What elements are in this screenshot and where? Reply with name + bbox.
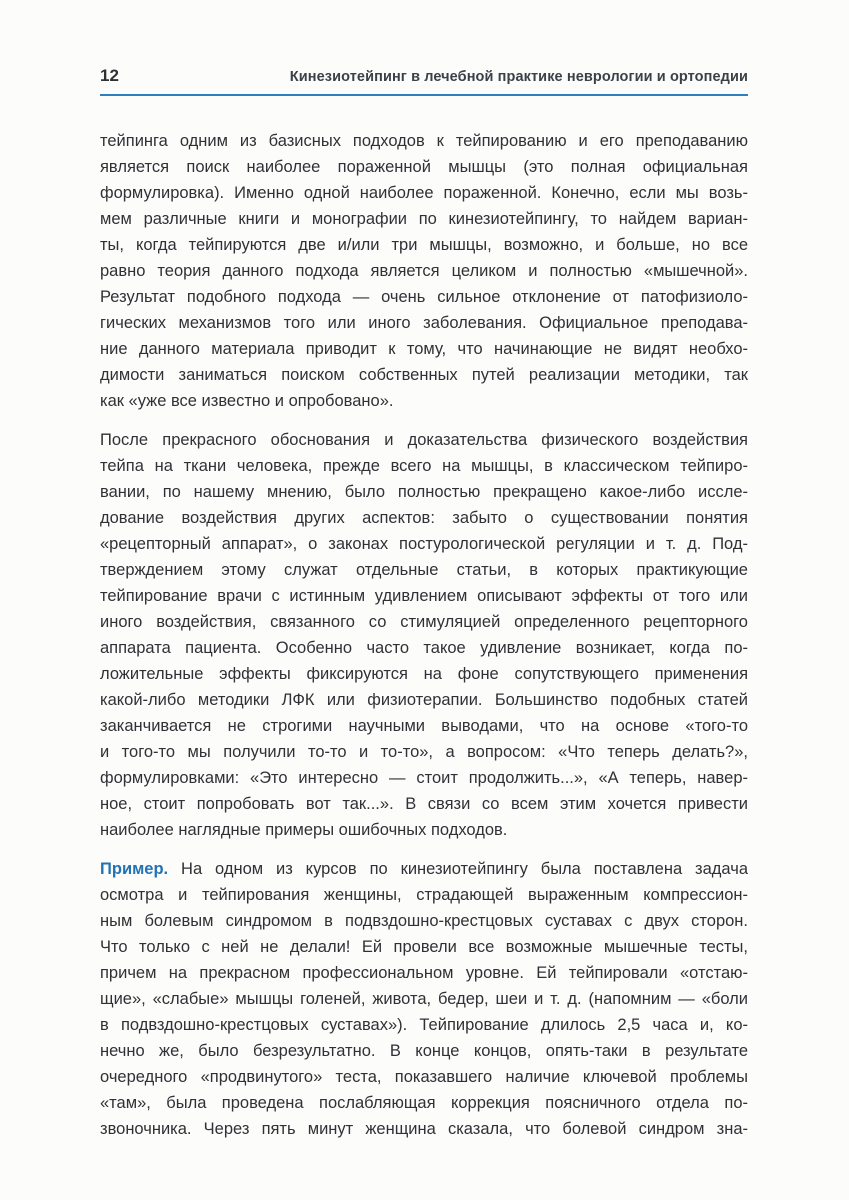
text-line: наиболее наглядные примеры ошибочных подходов.: [100, 821, 508, 839]
text-line: «там», была проведена послабляющая коррекция поясничного отдела по-: [100, 1094, 748, 1112]
text-line: формулировка). Именно одной наиболее пораженной. Конечно, если мы возь-: [100, 184, 748, 202]
text-line: тверждением этому служат отдельные статьи, в которых практикующие: [100, 561, 748, 579]
text-line: является поиск наиболее пораженной мышцы (это полная официальная: [100, 158, 748, 176]
text-line: дование воздействия других аспектов: забыто о существовании понятия: [100, 509, 748, 527]
example-first-line: [100, 856, 748, 882]
text-line: звоночника. Через пять минут женщина сказала, что болевой синдром зна-: [100, 1120, 748, 1138]
text-line: тейпа на ткани человека, прежде всего на мышцы, в классическом тейпиро-: [100, 457, 748, 475]
text-line: вании, по нашему мнению, было полностью прекращено какое-либо иссле-: [100, 483, 748, 501]
text-line: тейпинга одним из базисных подходов к тейпированию и его преподаванию: [100, 132, 748, 150]
text-line: Результат подобного подхода — очень сильное отклонение от патофизиоло-: [100, 288, 748, 306]
text-line: ние данного материала приводит к тому, что начинающие не видят необхо-: [100, 340, 748, 358]
text-line: тейпирование врачи с истинным удивлением описывают эффекты от того или: [100, 587, 748, 605]
text-line: аппарата пациента. Особенно часто такое удивление возникает, когда по-: [100, 639, 748, 657]
text-line: ное, стоит попробовать вот так...». В связи со всем этим хочется привести: [100, 795, 748, 813]
text-line: причем на прекрасном профессиональном уровне. Ей тейпировали «отстаю-: [100, 964, 748, 982]
text-line: Что только с ней не делали! Ей провели все возможные мышечные тесты,: [100, 938, 748, 956]
text-line: и того-то мы получили то-то и то-то», а вопросом: «Что теперь делать?»,: [100, 743, 748, 761]
text-line: какой-либо методики ЛФК или физиотерапии. Большинство подобных статей: [100, 691, 748, 709]
paragraph-example: [100, 856, 748, 1142]
text-line: ты, когда тейпируются две и/или три мышцы, возможно, и больше, но все: [100, 236, 748, 254]
page-number: 12: [100, 66, 119, 85]
header-divider: [100, 94, 748, 96]
paragraph-2: [100, 427, 748, 843]
text-line: гических механизмов того или иного заболевания. Официальное преподава-: [100, 314, 748, 332]
text-line: очередного «продвинутого» теста, показавшего наличие ключевой проблемы: [100, 1068, 748, 1086]
text-line: щие», «слабые» мышцы голеней, живота, бедер, шеи и т. д. (напомним — «боли: [100, 990, 748, 1008]
text-line: равно теория данного подхода является целиком и полностью «мышечной».: [100, 262, 748, 280]
text-line: ным болевым синдромом в подвздошно-крестцовых суставах с двух сторон.: [100, 912, 748, 930]
example-lines: [100, 882, 748, 1142]
running-title: Кинезиотейпинг в лечебной практике неврологии и ортопедии: [289, 69, 748, 85]
text-line: димости заниматься поиском собственных путей реализации методики, так: [100, 366, 748, 384]
text-line: «рецепторный аппарат», о законах постурологической регуляции и т. д. Под-: [100, 535, 748, 553]
body-text: [100, 128, 748, 1142]
paragraph-1: [100, 128, 748, 414]
page-header: [100, 66, 748, 86]
text-line: иного воздействия, связанного со стимуляцией определенного рецепторного: [100, 613, 748, 631]
example-label: Пример.: [100, 860, 169, 878]
text-line: ложительные эффекты фиксируются на фоне сопутствующего применения: [100, 665, 748, 683]
text-line: в подвздошно-крестцовых суставах»). Тейпирование длилось 2,5 часа и, ко-: [100, 1016, 748, 1034]
text-line: мем различные книги и монографии по кинезиотейпингу, то найдем вариан-: [100, 210, 748, 228]
text-line: заканчивается не строгими научными выводами, что на основе «того-то: [100, 717, 748, 735]
text-line: как «уже все известно и опробовано».: [100, 392, 394, 410]
text-line: нечно же, было безрезультатно. В конце концов, опять-таки в результате: [100, 1042, 748, 1060]
text-line: формулировками: «Это интересно — стоит продолжить...», «А теперь, навер-: [100, 769, 748, 787]
example-first-line-text: На одном из курсов по кинезиотейпингу была поставлена задача: [181, 860, 748, 878]
text-line: осмотра и тейпирования женщины, страдающей выраженным компрессион-: [100, 886, 748, 904]
text-line: После прекрасного обоснования и доказательства физического воздействия: [100, 431, 748, 449]
